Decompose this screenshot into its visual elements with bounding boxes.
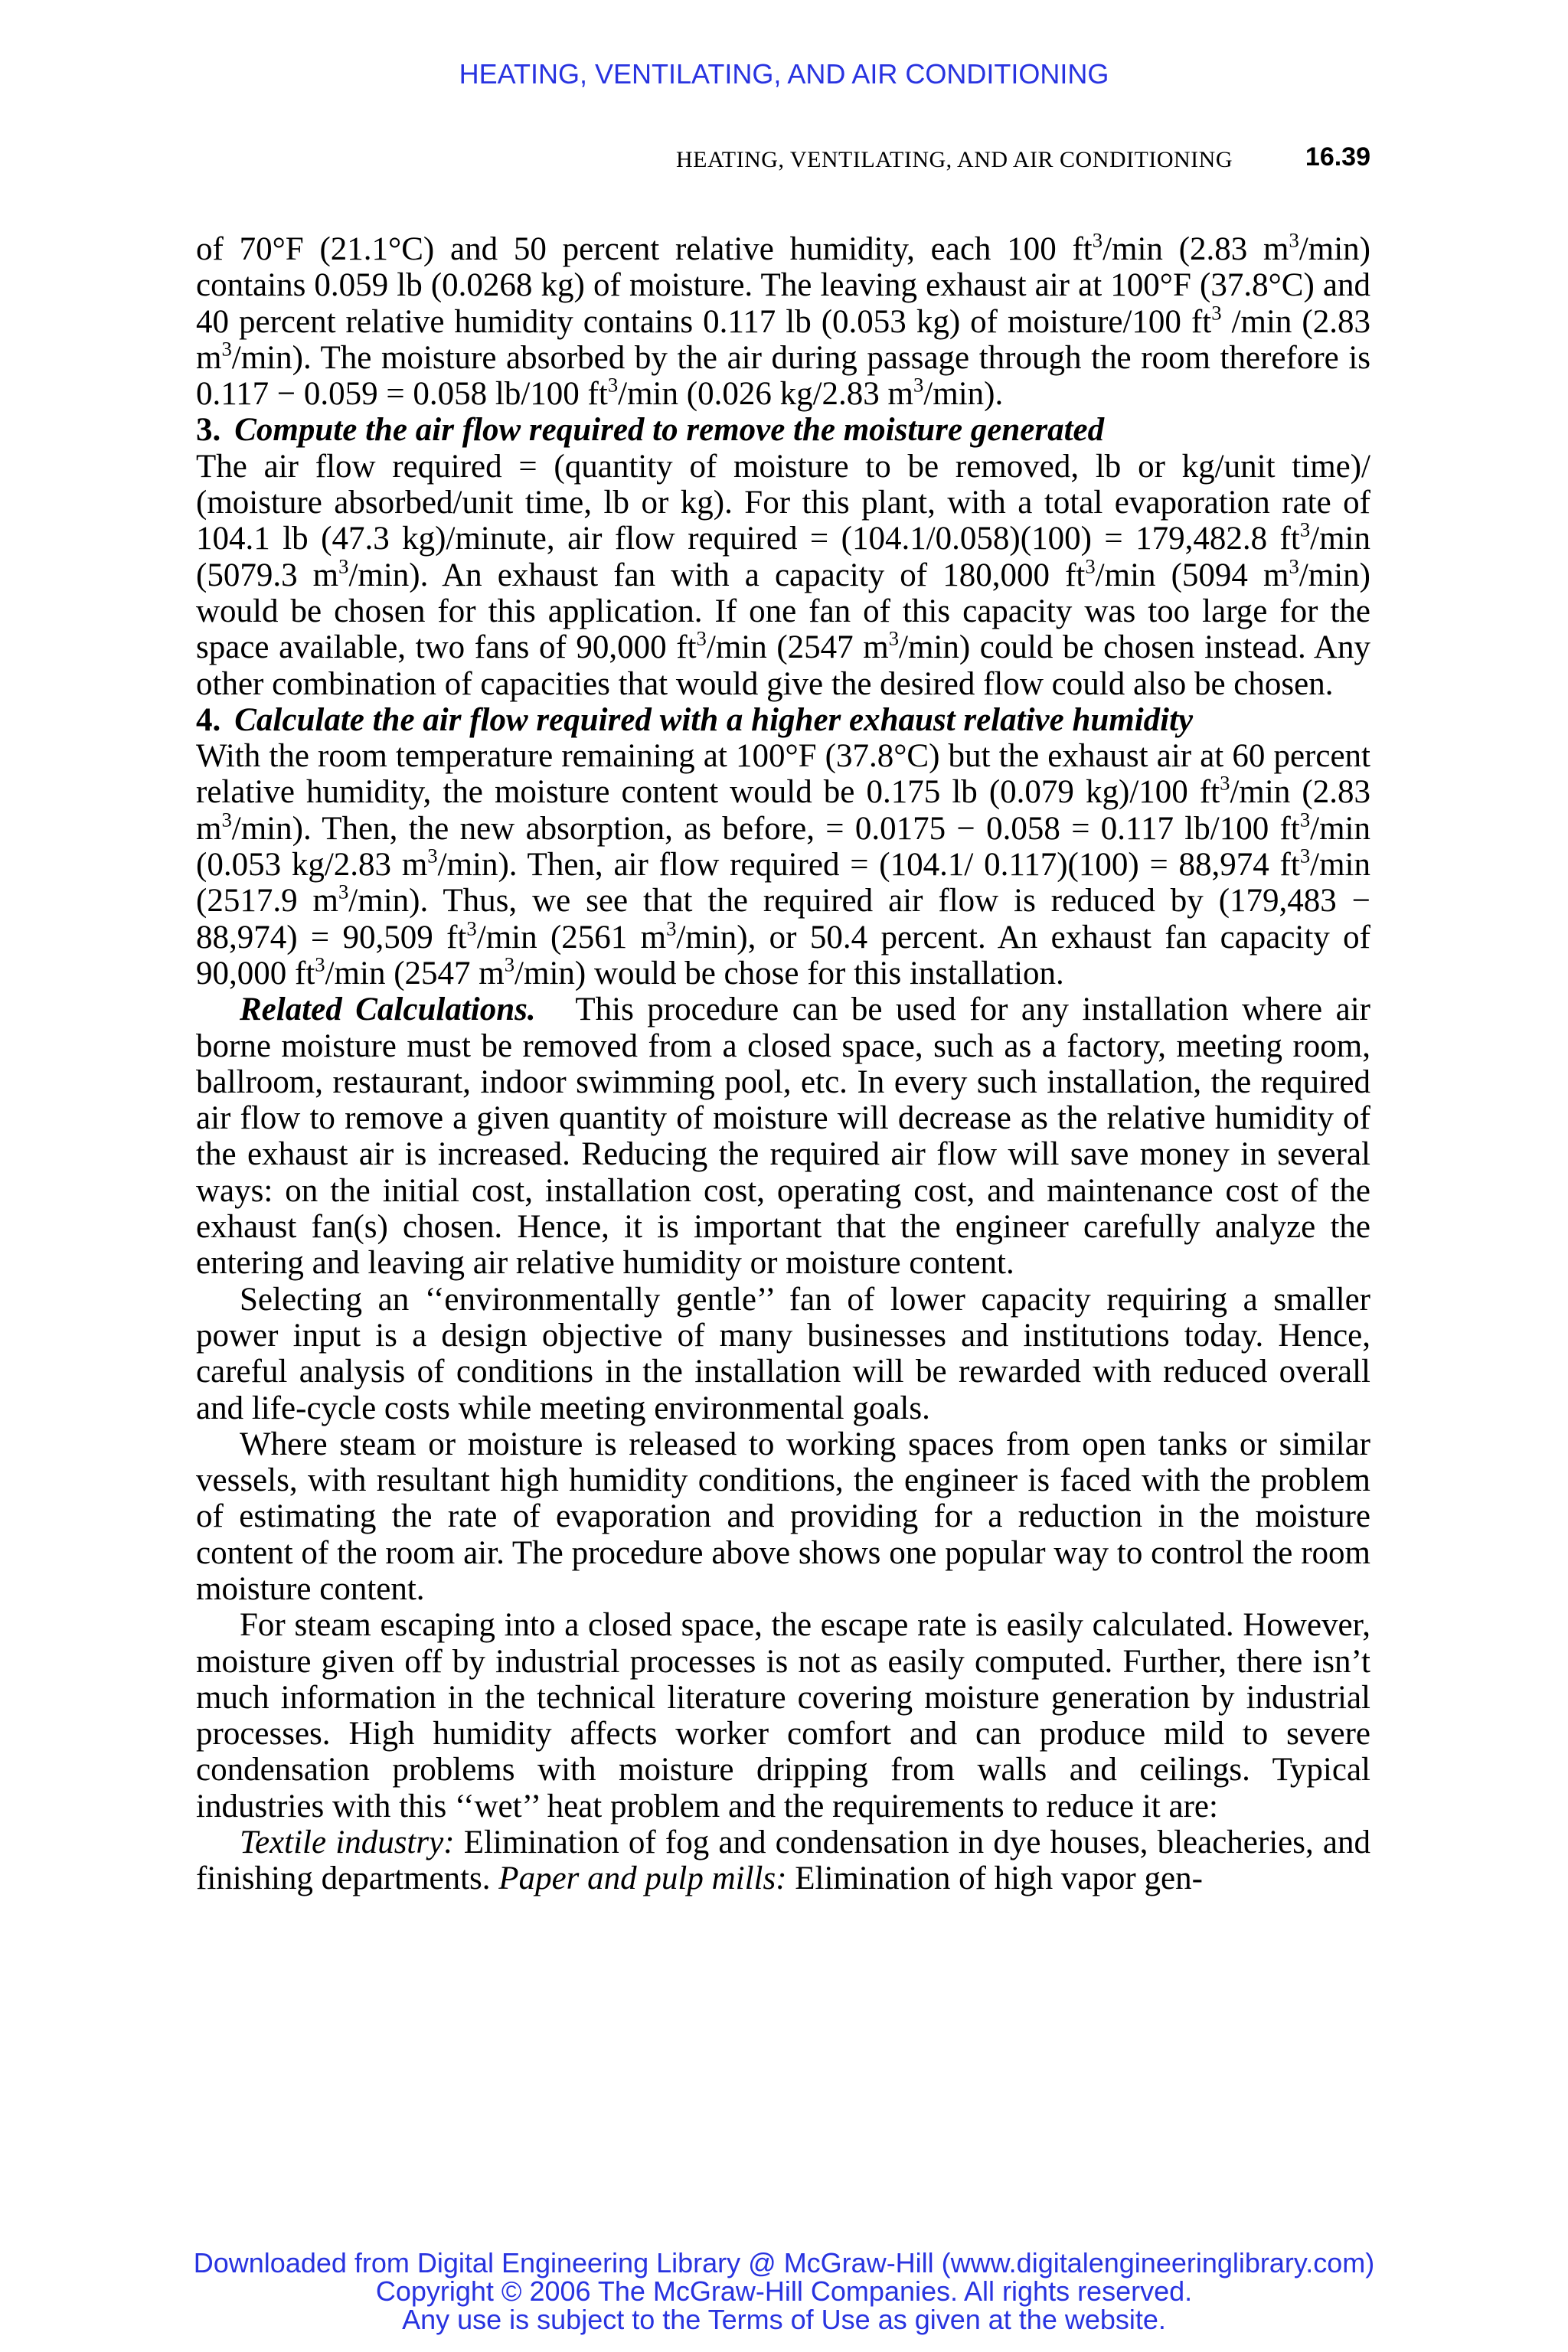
page-number: 16.39 xyxy=(1305,142,1370,172)
footer-copyright-line: Copyright © 2006 The McGraw-Hill Companies. All rights reserved. xyxy=(375,2275,1193,2307)
step-3-text: The air flow required = (quantity of moisture to be removed, lb or kg/unit time)/ (moisture absorbed/unit time, lb or kg). For this plant, with a total evaporation rate of 104.1 lb (47.3 kg)/minute, air flow required = (104.1/0.058)(100) = 179,482.8 $ft^3/\min$ (5079.3 $m^3/\min$). An exhaust fan with a capacity of 180,000 $ft^3/\min$ (5094 $m^3/\min$) would be chosen for this application. If one fan of this capacity was too large for the space available, two fans of 90,000 $ft^3/\min$ (2547 $m^3/\min$) could be chosen instead. Any other combination of capacities that would give the desired flow could also be chosen. xyxy=(196,448,1370,702)
running-header xyxy=(196,141,1370,176)
step-4-text: With the room temperature remaining at 100°F (37.8°C) but the exhaust air at 60 percent relative humidity, the moisture content would be 0.175 lb (0.079 kg)/100 $ft^3/\min$ (2.83 $m^3/\min$). Then, the new absorption, as before, = 0.0175 − 0.058 = 0.117 lb/100 $ft^3/\min$ (0.053 kg/2.83 $m^3/\min$). Then, air flow required = (104.1/ 0.117)(100) = 88,974 $ft^3/\min$ (2517.9 $m^3/\min$). Thus, we see that the required air flow is reduced by (179,483 − 88,974) = 90,509 $ft^3/\min$ (2561 $m^3/\min$), or 50.4 percent. An exhaust fan capacity of 90,000 $ft^3/\min$ (2547 $m^3/\min$) would be chose for this installation. xyxy=(196,738,1371,991)
step-4-heading: 4. Calculate the air flow required with a higher exhaust relative humidity xyxy=(196,701,1194,738)
page-body xyxy=(196,228,1371,1897)
paragraph-industries: Textile industry: Elimination of fog and condensation in dye houses, bleacheries, and finishing departments. Paper and pulp mills: Elimination of high vapor gen- xyxy=(196,1824,1370,1897)
footer-notice xyxy=(0,2249,1568,2334)
paper-mills-label: Paper and pulp mills: xyxy=(498,1860,787,1897)
paragraph-steam-escaping: For steam escaping into a closed space, the escape rate is easily calculated. However, moisture given off by industrial processes is not as easily computed. Further, there isn’t much information in the technical literature covering moisture generation by industrial processes. High humidity affects worker comfort and can produce mild to severe condensation problems with moisture dripping from walls and ceilings. Typical industries with this ‘‘wet’’ heat problem and the requirements to reduce it are: xyxy=(196,1607,1370,1824)
paragraph-related-calculations: Related Calculations. This procedure can be used for any installation where air borne moisture must be removed from a closed space, such as a factory, meeting room, ballroom, restaurant, indoor swimming pool, etc. In every such installation, the required air flow to remove a given quantity of moisture will decrease as the relative humidity of the exhaust air is increased. Reducing the required air flow will save money in several ways: on the initial cost, installation cost, operating cost, and maintenance cost of the exhaust fan(s) chosen. Hence, it is important that the engineer carefully analyze the entering and leaving air relative humidity or moisture content. xyxy=(196,991,1370,1282)
paragraph-intro: of 70°F (21.1°C) and 50 percent relative humidity, each 100 $ft^3/\min$ (2.83 $m^3/\min$) contains 0.059 lb (0.0268 kg) of moisture. The leaving exhaust air at 100°F (37.8°C) and 40 percent relative humidity contains 0.117 lb (0.053 kg) of moisture/100 $ft^3$ /min (2.83 $m^3/\min$). The moisture absorbed by the air during passage through the room therefore is 0.117 − 0.059 = 0.058 lb/100 $ft^3/\min$ (0.026 kg/2.83 $m^3/\min$). xyxy=(196,228,1370,413)
running-title: HEATING, VENTILATING, AND AIR CONDITIONING xyxy=(675,147,1233,172)
footer-terms-line: Any use is subject to the Terms of Use as given at the website. xyxy=(402,2304,1166,2335)
step-3-heading: 3. Compute the air flow required to remove the moisture generated xyxy=(196,412,1105,449)
related-calculations-label: Related Calculations. xyxy=(240,991,536,1028)
paragraph-selecting: Selecting an ‘‘environmentally gentle’’ fan of lower capacity requiring a smaller power input is a design objective of many businesses and institutions today. Hence, careful analysis of conditions in the installation will be rewarded with reduced overall and life-cycle costs while meeting environmental goals. xyxy=(196,1281,1370,1426)
paragraph-where-steam: Where steam or moisture is released to working spaces from open tanks or similar vessels, with resultant high humidity conditions, the engineer is faced with the problem of estimating the rate of evaporation and providing for a reduction in the moisture content of the room air. The procedure above shows one popular way to control the room moisture content. xyxy=(196,1426,1370,1607)
banner-title: HEATING, VENTILATING, AND AIR CONDITIONING xyxy=(459,58,1109,90)
textile-industry-label: Textile industry: xyxy=(240,1824,455,1861)
footer-download-line: Downloaded from Digital Engineering Library @ McGraw-Hill (www.digitalengineeringlibrary.com) xyxy=(193,2247,1375,2278)
